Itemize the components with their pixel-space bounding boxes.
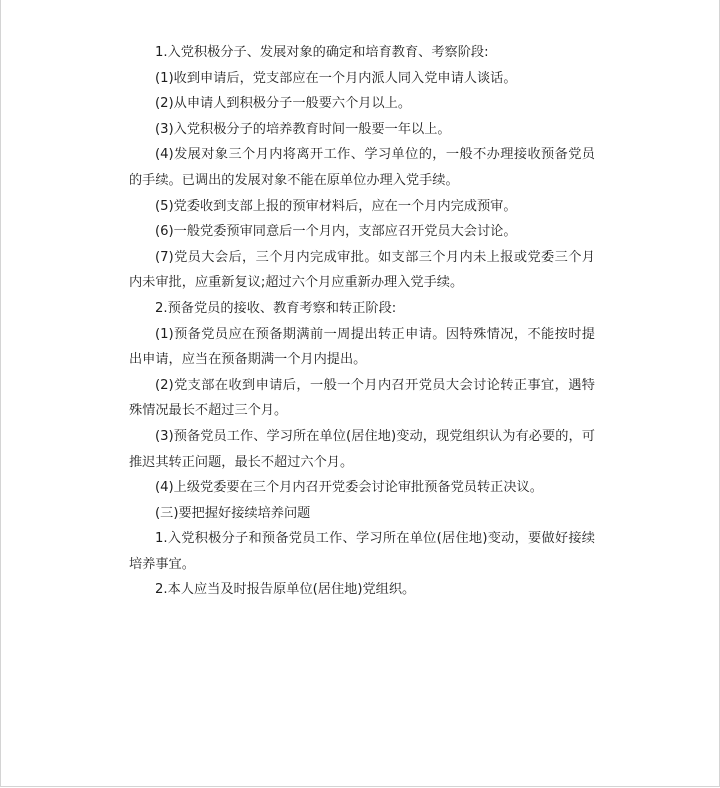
paragraph-item: (2)党支部在收到申请后，一般一个月内召开党员大会讨论转正事宜，遇特殊情况最长不超过三个月。	[129, 377, 595, 419]
paragraph-item: (1)收到申请后，党支部应在一个月内派人同入党申请人谈话。	[155, 70, 517, 86]
paragraph-item: (3)预备党员工作、学习所在单位(居住地)变动，现党组织认为有必要的，可推迟其转正问题，最长不超过六个月。	[129, 428, 595, 470]
paragraph-item: (4)发展对象三个月内将离开工作、学习单位的，一般不办理接收预备党员的手续。已调出的发展对象不能在原单位办理入党手续。	[129, 147, 595, 188]
paragraph-item: (3)入党积极分子的培养教育时间一般要一年以上。	[155, 121, 451, 137]
paragraph-stage1-heading: 1.入党积极分子、发展对象的确定和培育教育、考察阶段:	[155, 45, 489, 60]
paragraph-stage2-heading: 2.预备党员的接收、教育考察和转正阶段:	[155, 300, 397, 316]
paragraph-item: (4)上级党委要在三个月内召开党委会讨论审批预备党员转正决议。	[155, 480, 543, 496]
paragraph-item: 1.入党积极分子和预备党员工作、学习所在单位(居住地)变动，要做好接续培养事宜。	[129, 531, 595, 572]
paragraph-item: 2.本人应当及时报告原单位(居住地)党组织。	[155, 582, 416, 598]
paragraph-item: (2)从申请人到积极分子一般要六个月以上。	[155, 96, 412, 112]
paragraph-item: (6)一般党委预审同意后一个月内，支部应召开党员大会讨论。	[155, 224, 517, 240]
paragraph-item: (7)党员大会后，三个月内完成审批。如支部三个月内未上报或党委三个月内未审批，应重新复议;超过六个月应重新办理入党手续。	[129, 249, 595, 291]
paragraph-section-heading: (三)要把握好接续培养问题	[155, 505, 311, 521]
paragraph-item: (5)党委收到支部上报的预审材料后，应在一个月内完成预审。	[155, 198, 517, 214]
document-body	[129, 40, 595, 603]
paragraph-item: (1)预备党员应在预备期满前一周提出转正申请。因特殊情况，不能按时提出申请，应当在预备期满一个月内提出。	[129, 326, 595, 368]
